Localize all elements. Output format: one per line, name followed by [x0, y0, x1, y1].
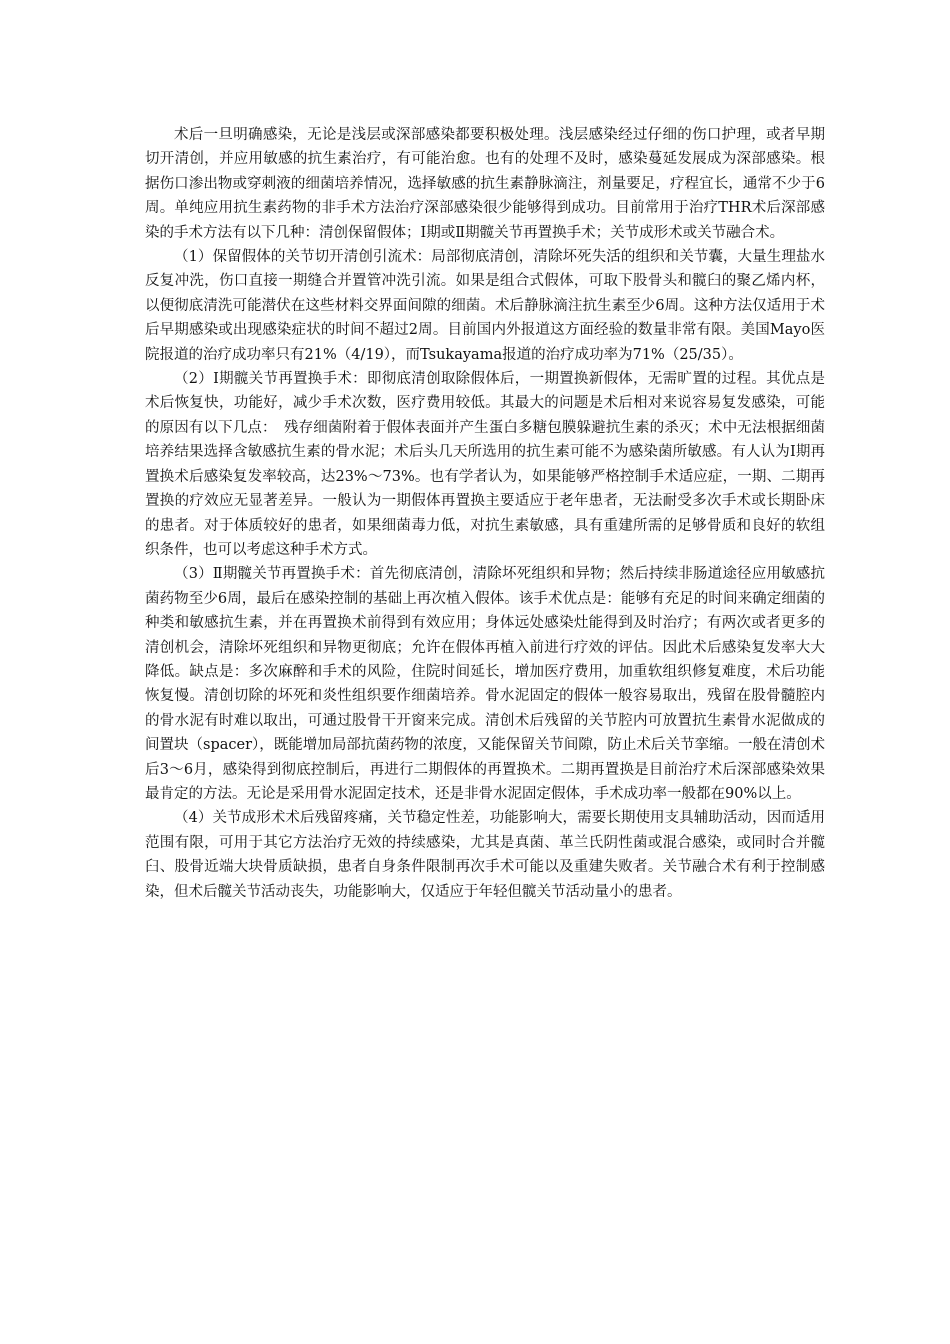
document-body: [145, 123, 825, 904]
paragraph-intro: 术后一旦明确感染，无论是浅层或深部感染都要积极处理。浅层感染经过仔细的伤口护理，或者早期切开清创，并应用敏感的抗生素治疗，有可能治愈。也有的处理不及时，感染蔓延发展成为深部感染。根据伤口渗出物或穿刺液的细菌培养情况，选择敏感的抗生素静脉滴注，剂量要足，疗程宜长，通常不少于6周。单纯应用抗生素药物的非手术方法治疗深部感染很少能够得到成功。目前常用于治疗THR术后深部感染的手术方法有以下几种：清创保留假体；Ⅰ期或Ⅱ期髋关节再置换手术；关节成形术或关节融合术。: [145, 127, 825, 241]
paragraph-method-2: （2）Ⅰ期髋关节再置换手术：即彻底清创取除假体后，一期置换新假体，无需旷置的过程。其优点是术后恢复快，功能好，减少手术次数，医疗费用较低。其最大的问题是术后相对来说容易复发感染，可能的原因有以下几点： 残存细菌附着于假体表面并产生蛋白多糖包膜躲避抗生素的杀灭；术中无法根据细菌培养结果选择含敏感抗生素的骨水泥；术后头几天所选用的抗生素可能不为感染菌所敏感。有人认为Ⅰ期再置换术后感染复发率较高，达23%～73%。也有学者认为，如果能够严格控制手术适应症，一期、二期再置换的疗效应无显著差异。一般认为一期假体再置换主要适应于老年患者，无法耐受多次手术或长期卧床的患者。对于体质较好的患者，如果细菌毒力低，对抗生素敏感，具有重建所需的足够骨质和良好的软组织条件，也可以考虑这种手术方式。: [145, 371, 825, 558]
paragraph-method-3: （3）Ⅱ期髋关节再置换手术：首先彻底清创，清除坏死组织和异物；然后持续非肠道途径应用敏感抗菌药物至少6周，最后在感染控制的基础上再次植入假体。该手术优点是：能够有充足的时间来确定细菌的种类和敏感抗生素，并在再置换术前得到有效应用；身体远处感染灶能得到及时治疗；有两次或者更多的清创机会，清除坏死组织和异物更彻底；允许在假体再植入前进行疗效的评估。因此术后感染复发率大大降低。缺点是：多次麻醉和手术的风险，住院时间延长，增加医疗费用，加重软组织修复难度，术后功能恢复慢。清创切除的坏死和炎性组织要作细菌培养。骨水泥固定的假体一般容易取出，残留在股骨髓腔内的骨水泥有时难以取出，可通过股骨干开窗来完成。清创术后残留的关节腔内可放置抗生素骨水泥做成的间置块（spacer），既能增加局部抗菌药物的浓度，又能保留关节间隙，防止术后关节挛缩。一般在清创术后3～6月，感染得到彻底控制后，再进行二期假体的再置换术。二期再置换是目前治疗术后深部感染效果最肯定的方法。无论是采用骨水泥固定技术，还是非骨水泥固定假体，手术成功率一般都在90%以上。: [145, 566, 825, 802]
paragraph-method-1: （1）保留假体的关节切开清创引流术：局部彻底清创，清除坏死失活的组织和关节囊，大量生理盐水反复冲洗，伤口直接一期缝合并置管冲洗引流。如果是组合式假体，可取下股骨头和髋臼的聚乙烯内杯，以便彻底清洗可能潜伏在这些材料交界面间隙的细菌。术后静脉滴注抗生素至少6周。这种方法仅适用于术后早期感染或出现感染症状的时间不超过2周。目前国内外报道这方面经验的数量非常有限。美国Mayo医院报道的治疗成功率只有21%（4/19），而Tsukayama报道的治疗成功率为71%（25/35）。: [145, 249, 825, 363]
paragraph-method-4: （4）关节成形术术后残留疼痛，关节稳定性差，功能影响大，需要长期使用支具辅助活动，因而适用范围有限，可用于其它方法治疗无效的持续感染，尤其是真菌、革兰氏阴性菌或混合感染，或同时合并髋臼、股骨近端大块骨质缺损，患者自身条件限制再次手术可能以及重建失败者。关节融合术有利于控制感染，但术后髋关节活动丧失，功能影响大，仅适应于年轻但髋关节活动量小的患者。: [145, 810, 825, 900]
